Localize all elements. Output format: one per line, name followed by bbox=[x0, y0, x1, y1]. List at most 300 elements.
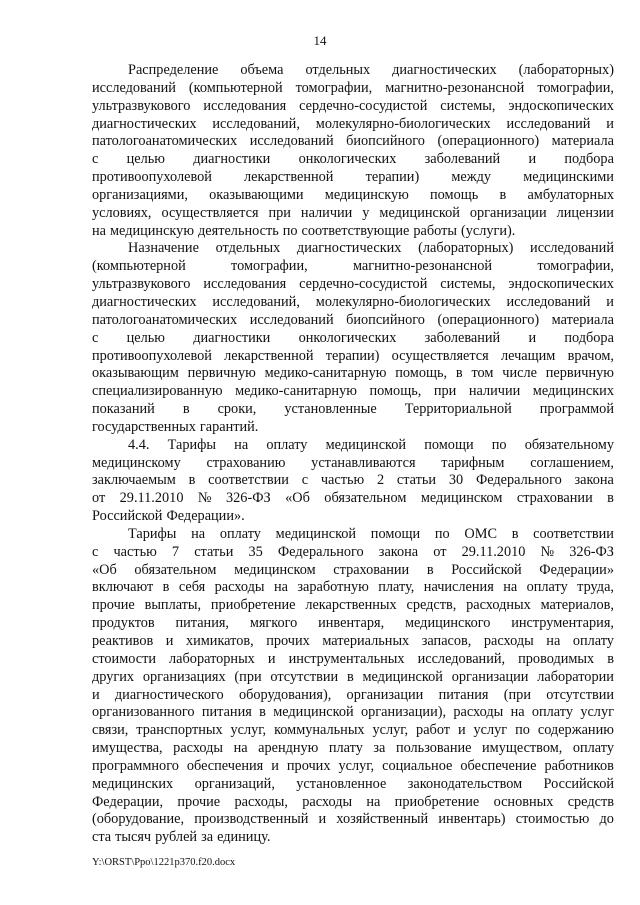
word: Российской bbox=[543, 775, 614, 792]
word: по bbox=[515, 722, 530, 739]
word: в bbox=[426, 561, 434, 578]
word: за bbox=[201, 829, 214, 846]
word: условиях, bbox=[92, 204, 152, 221]
word: на bbox=[191, 525, 206, 542]
text-line bbox=[92, 151, 614, 169]
word: расходы bbox=[453, 704, 504, 721]
word: услуг, bbox=[372, 722, 409, 739]
word: мягкого bbox=[249, 615, 298, 632]
word: отдельных bbox=[215, 240, 281, 257]
text-line bbox=[92, 811, 614, 829]
word: заключаемым bbox=[92, 472, 176, 489]
word: исследований bbox=[506, 293, 591, 310]
word: от bbox=[433, 543, 447, 560]
word: программного bbox=[92, 757, 179, 774]
text-line bbox=[92, 829, 614, 847]
word: оплату bbox=[572, 633, 614, 649]
text-line bbox=[92, 704, 614, 722]
word: терапии) bbox=[325, 347, 380, 364]
word: услуг bbox=[473, 722, 508, 739]
word: 326-ФЗ bbox=[569, 543, 614, 560]
word: лекарственной bbox=[224, 347, 314, 364]
word: содержанию bbox=[537, 722, 614, 739]
text-line bbox=[92, 633, 614, 651]
word: на bbox=[92, 222, 106, 239]
word: отдельных bbox=[305, 62, 371, 78]
word: и bbox=[606, 293, 614, 310]
word: эндоскопических bbox=[508, 97, 614, 114]
word: соответствующие bbox=[301, 222, 410, 239]
word: транспортных bbox=[136, 722, 223, 739]
word: на bbox=[366, 793, 381, 810]
word: и bbox=[92, 686, 100, 703]
text-line bbox=[92, 80, 614, 98]
word: (операционного) bbox=[437, 133, 540, 150]
word: на bbox=[233, 740, 248, 757]
text-line bbox=[92, 455, 614, 473]
word: питания bbox=[201, 704, 252, 721]
word: закона bbox=[574, 472, 614, 489]
word: ультразвукового bbox=[92, 97, 191, 114]
word: материальных bbox=[322, 633, 410, 649]
word: рублей bbox=[155, 829, 198, 846]
word: Федерального bbox=[475, 472, 562, 489]
paragraph bbox=[92, 240, 614, 436]
word: приобретение bbox=[210, 597, 296, 614]
word: организациями, bbox=[92, 186, 188, 203]
word: 4.4. bbox=[128, 436, 150, 453]
word: медицинской bbox=[273, 704, 354, 721]
word: других bbox=[92, 668, 135, 685]
word: между bbox=[451, 169, 492, 186]
text-line bbox=[92, 562, 614, 580]
word: магнитно-резонансной bbox=[385, 79, 525, 96]
word: оплату bbox=[219, 525, 261, 542]
word: (компьютерной bbox=[188, 79, 283, 96]
text-line bbox=[92, 615, 614, 633]
word: запасов, bbox=[421, 633, 472, 649]
text-line bbox=[92, 597, 614, 615]
word: 30 bbox=[448, 472, 464, 489]
word: 29.11.2010 bbox=[461, 543, 526, 560]
word: закона bbox=[378, 543, 419, 560]
word: диагностики bbox=[193, 329, 271, 346]
text-line bbox=[92, 526, 614, 544]
word: государственных bbox=[92, 418, 196, 435]
word: № bbox=[197, 490, 212, 507]
word: оплату bbox=[572, 740, 614, 757]
word: работ bbox=[416, 722, 451, 739]
word: лекарственной bbox=[244, 169, 334, 186]
word: обеспечение bbox=[460, 757, 537, 774]
word: магнитно-резонансной bbox=[352, 258, 493, 275]
word: (операционного) bbox=[437, 311, 540, 328]
word: плату, bbox=[378, 579, 415, 596]
word: работы bbox=[413, 222, 457, 239]
word: наличии bbox=[300, 204, 353, 221]
text-line bbox=[92, 437, 614, 455]
word: показаний bbox=[92, 401, 155, 418]
word: в bbox=[511, 525, 519, 542]
text-line bbox=[92, 276, 614, 294]
word: инвентарь) bbox=[438, 811, 506, 828]
word: статьи bbox=[194, 543, 234, 560]
word: медико-санитарную bbox=[235, 383, 357, 400]
word: системы, bbox=[440, 276, 496, 293]
word: на bbox=[510, 704, 525, 721]
word: в bbox=[607, 650, 614, 667]
word: услуг, bbox=[230, 722, 267, 739]
word: оказывающим bbox=[92, 365, 179, 382]
word: 326-ФЗ bbox=[226, 490, 271, 507]
word: средств, bbox=[406, 597, 457, 614]
word: Тарифы bbox=[167, 436, 217, 453]
word: 2 bbox=[376, 472, 385, 489]
word: тарифным bbox=[441, 454, 505, 471]
word: ОМС bbox=[464, 525, 497, 542]
word: 7 bbox=[171, 543, 180, 560]
word: (при bbox=[503, 686, 531, 703]
word: установленные bbox=[284, 401, 377, 418]
word: лаборатории bbox=[537, 668, 614, 685]
word: Федерального bbox=[277, 543, 364, 560]
word: стоимостью bbox=[515, 811, 590, 828]
text-line bbox=[92, 490, 614, 508]
word: специализированную bbox=[92, 383, 223, 400]
word: первичную bbox=[187, 365, 256, 382]
word: хозяйственный bbox=[336, 811, 429, 828]
word: подбора bbox=[564, 329, 614, 346]
word: медицинских bbox=[532, 383, 614, 400]
word: «Об bbox=[92, 561, 117, 578]
word: (компьютерной bbox=[92, 258, 186, 275]
word: и bbox=[457, 722, 466, 739]
text-line bbox=[92, 794, 614, 812]
word: исследований, bbox=[417, 650, 506, 667]
word: материала bbox=[551, 311, 614, 328]
word: Территориальной bbox=[404, 401, 512, 418]
word: Федерации, bbox=[92, 793, 164, 810]
word: помощь, bbox=[395, 365, 448, 382]
word: исследований bbox=[249, 311, 334, 328]
word: расходы bbox=[483, 633, 534, 649]
word: сердечно-сосудистой bbox=[299, 97, 428, 114]
word: организации), bbox=[360, 704, 447, 721]
word: терапии) bbox=[365, 169, 420, 186]
word: медицинских bbox=[92, 775, 174, 792]
word: медицинском bbox=[420, 490, 503, 507]
word: исследований bbox=[506, 115, 591, 132]
word: заболеваний bbox=[424, 151, 501, 168]
word: прочие bbox=[177, 793, 221, 810]
word: диагностических bbox=[392, 62, 497, 78]
word: услуг bbox=[580, 704, 614, 721]
word: в bbox=[182, 401, 190, 418]
text-line bbox=[92, 223, 614, 241]
word: частью bbox=[320, 472, 365, 489]
word: отсутствии bbox=[546, 686, 614, 703]
word: медицинскую bbox=[324, 186, 409, 203]
word: помощи bbox=[424, 436, 474, 453]
word: ста bbox=[92, 829, 112, 846]
paragraph bbox=[92, 526, 614, 847]
word: расходы bbox=[214, 579, 265, 596]
word: помощи bbox=[370, 525, 421, 542]
word: услуг, bbox=[338, 757, 375, 774]
text-line bbox=[92, 187, 614, 205]
word: «Об bbox=[285, 490, 310, 507]
word: с bbox=[92, 329, 99, 346]
word: до bbox=[599, 811, 614, 828]
word: социальное bbox=[382, 757, 453, 774]
word: страхованию bbox=[206, 454, 286, 471]
word: и bbox=[165, 633, 174, 649]
word: 29.11.2010 bbox=[119, 490, 184, 507]
document-body bbox=[92, 62, 614, 847]
word: работников bbox=[544, 757, 614, 774]
word: прочих bbox=[286, 757, 331, 774]
word: подбора bbox=[564, 151, 614, 168]
word: обязательному bbox=[524, 436, 614, 453]
text-line bbox=[92, 240, 614, 258]
word: наличии bbox=[468, 383, 521, 400]
word: Распределение bbox=[128, 62, 219, 78]
word: инструментальных bbox=[288, 650, 405, 667]
word: имуществом, bbox=[482, 740, 563, 757]
word: лекарственных bbox=[305, 597, 397, 614]
word: заболеваний bbox=[424, 329, 501, 346]
text-line bbox=[92, 687, 614, 705]
text-line bbox=[92, 544, 614, 562]
word: лицензии bbox=[556, 204, 614, 221]
text-line bbox=[92, 669, 614, 687]
word: по bbox=[491, 436, 507, 453]
word: медицинской bbox=[362, 668, 443, 685]
word: питания bbox=[438, 686, 489, 703]
word: исследования bbox=[203, 97, 287, 114]
word: ультразвукового bbox=[92, 276, 191, 293]
word: медицинском bbox=[234, 561, 316, 578]
word: диагностических bbox=[92, 115, 197, 132]
word: единицу. bbox=[217, 829, 271, 846]
text-line bbox=[92, 330, 614, 348]
text-line bbox=[92, 258, 614, 276]
word: томографии, bbox=[537, 79, 614, 96]
word: медицинскую bbox=[110, 222, 195, 239]
word: прочих bbox=[266, 633, 310, 649]
word: противоопухолевой bbox=[92, 347, 212, 364]
word: врачом, bbox=[567, 347, 614, 364]
word: медицинскому bbox=[92, 454, 181, 471]
word: пользование bbox=[395, 740, 472, 757]
word: и bbox=[271, 757, 279, 774]
word: соответствии bbox=[533, 525, 614, 542]
word: от bbox=[92, 490, 106, 507]
text-line bbox=[92, 579, 614, 597]
word: онкологических bbox=[298, 151, 397, 168]
word: исследований bbox=[92, 79, 176, 96]
word: исследований bbox=[530, 240, 614, 257]
word: плату bbox=[328, 740, 363, 757]
word: диагностических bbox=[92, 293, 197, 310]
word: организациях bbox=[142, 668, 226, 685]
text-line bbox=[92, 312, 614, 330]
text-line bbox=[92, 205, 614, 223]
word: расходы, bbox=[234, 793, 288, 810]
word: расходы bbox=[302, 793, 353, 810]
word: начисления bbox=[423, 579, 494, 596]
word: оплату bbox=[531, 704, 573, 721]
text-line bbox=[92, 62, 614, 80]
word: труда, bbox=[577, 579, 614, 596]
word: медико-санитарную bbox=[264, 365, 387, 382]
word: патологоанатомических bbox=[92, 133, 238, 150]
word: связи, bbox=[92, 722, 129, 739]
word: молекулярно-биологических bbox=[315, 293, 491, 310]
paragraph bbox=[92, 437, 614, 526]
text-line bbox=[92, 365, 614, 383]
word: (лабораторных) bbox=[518, 62, 614, 78]
word: обязательном bbox=[324, 490, 407, 507]
word: целью bbox=[126, 151, 165, 168]
word: химикатов, bbox=[185, 633, 254, 649]
word: Федерации» bbox=[539, 561, 614, 578]
text-line bbox=[92, 133, 614, 151]
word: выплаты, bbox=[144, 597, 202, 614]
word: с bbox=[92, 151, 99, 168]
word: продуктов bbox=[92, 615, 155, 632]
word: за bbox=[373, 740, 386, 757]
word: исследования bbox=[203, 276, 287, 293]
word: стоимости bbox=[92, 650, 157, 667]
word: амбулаторных bbox=[527, 186, 614, 203]
word: сроки, bbox=[217, 401, 257, 418]
word: в bbox=[455, 365, 463, 382]
word: с bbox=[301, 472, 309, 489]
word: по bbox=[282, 222, 298, 239]
word: исследований, bbox=[212, 293, 300, 310]
word: организации bbox=[451, 668, 529, 685]
text-line bbox=[92, 472, 614, 490]
word: на bbox=[546, 633, 561, 649]
word: оплату bbox=[526, 579, 568, 596]
word: инструментария, bbox=[511, 615, 614, 632]
word: патологоанатомических bbox=[92, 311, 238, 328]
word: программой bbox=[539, 401, 614, 418]
word: устанавливаются bbox=[311, 454, 416, 471]
word: по bbox=[434, 525, 450, 542]
word: прочие bbox=[92, 597, 135, 614]
word: материала bbox=[551, 133, 614, 150]
word: первичную bbox=[545, 365, 614, 382]
word: эндоскопических bbox=[508, 276, 614, 293]
text-line bbox=[92, 294, 614, 312]
word: биопсийного bbox=[346, 133, 425, 150]
text-line bbox=[92, 508, 614, 526]
text-line bbox=[92, 98, 614, 116]
word: числе bbox=[502, 365, 537, 382]
word: том bbox=[471, 365, 494, 382]
footer-file-path: Y:\ORST\Ppo\1221p370.f20.docx bbox=[92, 857, 236, 868]
word: производственный bbox=[194, 811, 309, 828]
word: страховании bbox=[516, 490, 593, 507]
word: томографии, bbox=[537, 258, 614, 275]
word: в bbox=[188, 472, 196, 489]
word: молекулярно-биологических bbox=[315, 115, 491, 132]
word: арендную bbox=[258, 740, 319, 757]
word: организации bbox=[469, 204, 547, 221]
word: законодательством bbox=[407, 775, 523, 792]
word: и bbox=[318, 811, 327, 828]
word: себя bbox=[178, 579, 206, 596]
word: Российской bbox=[451, 561, 522, 578]
word: осуществляется bbox=[161, 204, 259, 221]
word: в bbox=[346, 668, 354, 685]
word: инвентаря, bbox=[318, 615, 385, 632]
word: реактивов bbox=[92, 633, 154, 649]
word: Российской bbox=[92, 508, 163, 525]
word: в bbox=[162, 579, 170, 596]
word: целью bbox=[126, 329, 165, 346]
word: томографии, bbox=[231, 258, 308, 275]
word: Назначение bbox=[128, 240, 199, 257]
word: на bbox=[273, 579, 288, 596]
word: соответствии bbox=[208, 472, 289, 489]
word: медицинской bbox=[325, 436, 407, 453]
word: организаций, bbox=[194, 775, 275, 792]
word: на bbox=[503, 579, 518, 596]
word: обеспечения bbox=[186, 757, 264, 774]
word: в bbox=[607, 490, 614, 507]
word: и bbox=[528, 151, 537, 168]
text-line bbox=[92, 758, 614, 776]
word: основных bbox=[493, 793, 554, 810]
word: медицинской bbox=[379, 204, 460, 221]
text-line bbox=[92, 740, 614, 758]
word: страховании bbox=[333, 561, 410, 578]
word: в bbox=[499, 186, 507, 203]
word: системы, bbox=[440, 97, 496, 114]
word: с bbox=[92, 543, 99, 560]
word: организованного bbox=[92, 704, 195, 721]
page-number: 14 bbox=[313, 33, 327, 48]
text-line bbox=[92, 651, 614, 669]
word: помощь, bbox=[369, 383, 422, 400]
word: деятельность bbox=[198, 222, 279, 239]
text-line bbox=[92, 348, 614, 366]
word: статьи bbox=[396, 472, 437, 489]
word: и bbox=[267, 650, 276, 667]
word: (при bbox=[234, 668, 262, 685]
word: (лабораторных) bbox=[418, 240, 514, 257]
word: и bbox=[528, 329, 537, 346]
text-line bbox=[92, 169, 614, 187]
word: 35 bbox=[248, 543, 263, 560]
word: лабораторных bbox=[169, 650, 255, 667]
word: отсутствии bbox=[270, 668, 339, 685]
word: коммунальных bbox=[274, 722, 365, 739]
word: Тарифы bbox=[128, 525, 177, 542]
word: частью bbox=[113, 543, 157, 560]
word: медицинскими bbox=[523, 169, 614, 186]
word: при bbox=[268, 204, 291, 221]
word: помощь bbox=[430, 186, 479, 203]
word: проводимых bbox=[518, 650, 595, 667]
word: медицинской bbox=[275, 525, 357, 542]
text-line bbox=[92, 116, 614, 134]
word: № bbox=[540, 543, 555, 560]
word: на bbox=[234, 436, 249, 453]
